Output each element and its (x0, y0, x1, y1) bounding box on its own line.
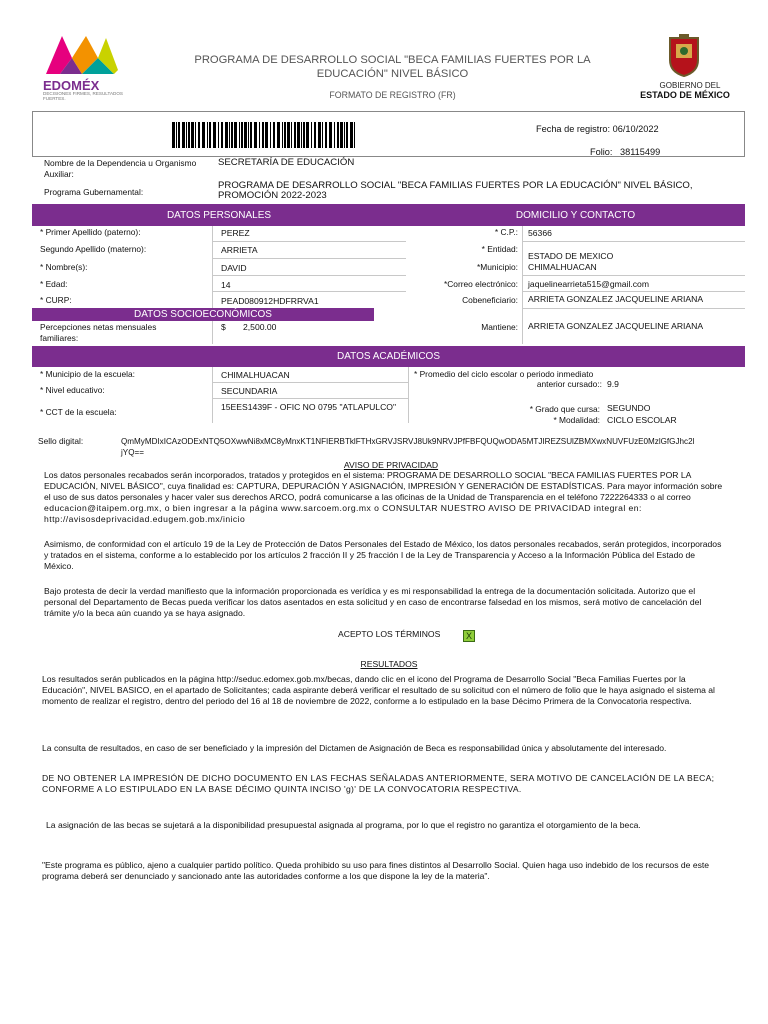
barcode-bar (306, 122, 309, 148)
barcode-bar (291, 122, 292, 148)
barcode-bar (287, 122, 290, 148)
divider (522, 308, 745, 309)
resultados-paragraph-5 (42, 860, 742, 882)
barcode-bar (322, 122, 323, 148)
barcode-bar (202, 122, 205, 148)
correo-label: *Correo electrónico: (443, 279, 518, 289)
barcode-bar (311, 122, 312, 148)
page-title: PROGRAMA DE DESARROLLO SOCIAL "BECA FAMILIAS FUERTES POR LA EDUCACIÓN" NIVEL BÁSICO (194, 54, 591, 80)
percepciones-currency: $ (221, 322, 226, 332)
nombre-label: * Nombre(s): (40, 262, 88, 272)
aviso-p1-line: educacion@itaipem.org.mx, o bien ingresar a la página www.sarcoem.org.mx o CONSULTAR NUESTRO AVISO DE PRIVACIDAD integral en: (44, 503, 642, 513)
aviso-p2-line: Asimismo, de conformidad con el artículo 19 de la Ley de Protección de Datos Personales del Estado de México, los datos personales recabados, serán protegidos, incorporados (44, 539, 722, 549)
divider (212, 367, 213, 423)
divider (212, 382, 408, 383)
aviso-p1-line: EDUCACIÓN, NIVEL BÁSICO", cuya finalidad es: CAPTURA, DEPURACIÓN Y ASIGNACIÓN, IMPRESIÓN Y GENERACIÓN DE ESTADÍSTICAS. Para mayor información sobre (44, 481, 723, 491)
barcode-bar (282, 122, 283, 148)
divider (212, 291, 406, 292)
page-subtitle: FORMATO DE REGISTRO (FR) (329, 90, 456, 100)
aviso-p3-line: personal del Departamento de Becas pueda verificar los datos asentados en esta solicitud y en caso de encontrarse falsedad en los mismos, será motivo de cancelación del (44, 597, 702, 607)
acepto-terminos-label: ACEPTO LOS TÉRMINOS (338, 629, 441, 639)
entidad-value: ESTADO DE MEXICO (528, 251, 614, 261)
coat-of-arms-icon (664, 34, 704, 78)
aviso-paragraph-3 (44, 586, 744, 619)
cp-label: * C.P.: (494, 227, 518, 237)
barcode-bar (259, 122, 260, 148)
municipio-label: *Municipio: (477, 262, 518, 272)
fecha-registro-label: Fecha de registro: (536, 124, 611, 134)
divider (408, 367, 409, 423)
gobierno-logo (630, 34, 740, 106)
divider (212, 226, 213, 310)
barcode-bar (334, 122, 335, 148)
barcode-bar (254, 122, 257, 148)
fecha-registro (536, 124, 659, 134)
barcode-bar (229, 122, 230, 148)
mantiene-label: Mantiene: (481, 322, 518, 332)
barcode-bar (318, 122, 321, 148)
aviso-p2-line: México. (44, 561, 74, 571)
municipio-value: CHIMALHUACAN (528, 262, 597, 272)
section-domicilio-contacto: DOMICILIO Y CONTACTO (406, 204, 745, 226)
barcode-bar (354, 122, 355, 148)
barcode-bar (346, 122, 348, 148)
barcode-bar (250, 122, 252, 148)
resultados-p5-line: programa deberá ser denunciado y sancionado ante las autoridades conforme a los que dispone la ley de la materia". (42, 871, 490, 881)
divider (212, 241, 406, 242)
apellido-materno-value: ARRIETA (221, 245, 258, 255)
resultados-p1-line: Los resultados serán publicados en la página http://seduc.edomex.gob.mx/becas, dando clic en el icono del Programa de Desarrollo Social "Beca Familias Fuertes por la (42, 674, 686, 684)
barcode-bar (350, 122, 353, 148)
section-datos-academicos: DATOS ACADÉMICOS (32, 346, 745, 367)
barcode-bar (172, 122, 175, 148)
promedio-label-2: anterior cursado:: (536, 379, 602, 389)
modalidad-value: CICLO ESCOLAR (607, 415, 677, 425)
percepciones-label: Percepciones netas mensuales familiares: (40, 322, 157, 343)
curp-label: * CURP: (40, 295, 72, 305)
barcode-bar (231, 122, 233, 148)
grado-label: * Grado que cursa: (529, 404, 600, 414)
barcode-bar (294, 122, 296, 148)
barcode-bar (340, 122, 343, 148)
barcode-bar (241, 122, 243, 148)
barcode-bar (218, 122, 219, 148)
programa-value: PROGRAMA DE DESARROLLO SOCIAL "BECA FAMILIAS FUERTES POR LA EDUCACIÓN" NIVEL BÁSICO, PROMOCIÓN 2022-2023 (218, 180, 693, 201)
resultados-paragraph-1 (42, 674, 742, 707)
apellido-paterno-label: * Primer Apellido (paterno): (40, 227, 141, 237)
promedio-value: 9.9 (607, 379, 619, 389)
divider (212, 321, 213, 344)
barcode-bar (277, 122, 280, 148)
curp-value: PEAD080912HDFRRVA1 (221, 296, 319, 306)
barcode (172, 122, 357, 148)
resultados-p1-line: Educación", NIVEL BASICO, en el apartado de Solicitantes; cada aspirante deberá verificar el resultado de su solicitud con el número de folio que le haya asignado el sistema al (42, 685, 715, 695)
dependencia-label: Nombre de la Dependencia u Organismo Auxiliar: (44, 158, 197, 179)
barcode-bar (265, 122, 268, 148)
barcode-bar (248, 122, 249, 148)
resultados-paragraph-3 (42, 773, 742, 795)
resultados-paragraph-2: La consulta de resultados, en caso de ser beneficiado y la impresión del Dictamen de Asignación de Beca es responsabilidad única y absolutamente del interesado. (42, 743, 667, 753)
edad-value: 14 (221, 280, 231, 290)
aviso-p3-line: trámite y/o la beca aún cuando ya se haya asignado. (44, 608, 246, 618)
sello-line-1: QmMyMDIxICAzODExNTQ5OXwwNi8xMC8yMnxKT1NFIERBTklFTHxGRVJSRVJ8Uk9NRVJPfFBFQUQwODA5MTJIREZSUlZBMXwxNUVFUzE0MzlGfGJhc2l (121, 437, 695, 446)
barcode-bar (273, 122, 275, 148)
resultados-paragraph-4: La asignación de las becas se sujetará a la disponibilidad presupuestal asignada al programa, por lo que el registro no garantiza el otorgamiento de la beca. (46, 820, 641, 830)
folio-value: 38115499 (620, 147, 661, 157)
cct-value: 15EES1439F - OFIC NO 0795 "ATLAPULCO" (221, 402, 397, 412)
edad-label: * Edad: (40, 279, 68, 289)
apellido-materno-label: Segundo Apellido (materno): (40, 244, 147, 254)
aviso-p1-line: http://avisosdeprivacidad.edugem.gob.mx/inicio (44, 514, 246, 524)
barcode-bar (337, 122, 339, 148)
barcode-bar (244, 122, 247, 148)
divider (212, 275, 406, 276)
folio (590, 147, 660, 157)
divider (212, 258, 406, 259)
modalidad-label: * Modalidad: (553, 415, 600, 425)
barcode-bar (221, 122, 223, 148)
barcode-bar (207, 122, 208, 148)
divider (522, 241, 745, 242)
aviso-p1-line: el uso de sus datos personales y hacer valer sus derechos ARCO, podrá comunicarse a las oficinas de la Unidad de Transparencia en el teléfono 7222264333 o al correo (44, 492, 691, 502)
cobeneficiario-label: Cobeneficiario: (462, 295, 518, 305)
barcode-bar (284, 122, 286, 148)
nivel-value: SECUNDARIA (221, 386, 278, 396)
barcode-bar (314, 122, 316, 148)
resultados-title: RESULTADOS (360, 659, 418, 669)
promedio-label-1: * Promedio del ciclo escolar o periodo inmediato (414, 369, 594, 379)
divider (522, 275, 745, 276)
barcode-bar (301, 122, 302, 148)
resultados-p3-line: CONFORME A LO ESTIPULADO EN LA BASE DÉCIMO QUINTA INCISO 'g)' DE LA CONVOCATORIA RESPECTIVA. (42, 784, 522, 794)
barcode-bar (186, 122, 187, 148)
acepto-terminos-checkbox[interactable]: X (463, 630, 475, 642)
barcode-bar (191, 122, 194, 148)
edomex-tagline: DECISIONES FIRMES, RESULTADOS FUERTES. (43, 91, 123, 101)
mantiene-value: ARRIETA GONZALEZ JACQUELINE ARIANA (528, 321, 704, 331)
barcode-bar (176, 122, 177, 148)
aviso-p2-line: y tratados en el sistema, conforme a lo establecido por los artículos 2 fracción II y 25 fracción I de la Ley de Transparencia y Acceso a la Información Pública del Estado de (44, 550, 696, 560)
sello-line-2: jYQ== (121, 448, 144, 457)
resultados-p3-line: DE NO OBTENER LA IMPRESIÓN DE DICHO DOCUMENTO EN LAS FECHAS SEÑALADAS ANTERIORMENTE, SERA MOTIVO DE CANCELACIÓN DE LA BECA; (42, 773, 715, 783)
aviso-p1-line: Los datos personales recabados serán incorporados, tratados y protegidos en el sistema: PROGRAMA DE DESARROLLO SOCIAL "BECA FAMILIAS FUERTES POR LA (44, 470, 692, 480)
barcode-bar (344, 122, 345, 148)
barcode-bar (234, 122, 237, 148)
aviso-title: AVISO DE PRIVACIDAD (343, 460, 439, 470)
gobierno-line1: GOBIERNO DEL (659, 81, 721, 90)
aviso-paragraph-1 (44, 470, 744, 525)
edomex-logo (40, 32, 125, 104)
barcode-bar (188, 122, 190, 148)
gobierno-line2: ESTADO DE MÉXICO (640, 90, 730, 100)
nivel-label: * Nivel educativo: (40, 385, 105, 395)
barcode-bar (209, 122, 211, 148)
entidad-label: * Entidad: (481, 244, 518, 254)
grado-value: SEGUNDO (607, 403, 651, 413)
barcode-bar (297, 122, 300, 148)
barcode-bar (182, 122, 185, 148)
aviso-paragraph-2 (44, 539, 744, 572)
cct-label: * CCT de la escuela: (40, 407, 117, 417)
cobeneficiario-value: ARRIETA GONZALEZ JACQUELINE ARIANA (528, 294, 704, 304)
programa-label: Programa Gubernamental: (44, 187, 144, 197)
nombre-value: DAVID (221, 263, 247, 273)
barcode-bar (195, 122, 196, 148)
barcode-bar (213, 122, 216, 148)
divider (212, 398, 408, 399)
barcode-bar (325, 122, 327, 148)
barcode-bar (303, 122, 305, 148)
municipio-escuela-label: * Municipio de la escuela: (40, 369, 135, 379)
section-datos-personales: DATOS PERSONALES (32, 204, 406, 226)
barcode-bar (329, 122, 332, 148)
section-datos-socioeconomicos: DATOS SOCIOECONÓMICOS (32, 308, 374, 321)
cp-value: 56366 (528, 228, 552, 238)
resultados-p1-line: momento de realizar el registro, dentro del periodo del 16 al 18 de noviembre de 2022, conforme a lo estipulado en la base Décimo Primera de la Convocatoria respectiva. (42, 696, 692, 706)
divider (522, 291, 745, 292)
aviso-p3-line: Bajo protesta de decir la verdad manifiesto que la información proporcionada es verídica y es mi responsabilidad la entrega de la documentación solicitada. Autorizo que el (44, 586, 696, 596)
folio-label: Folio: (590, 147, 613, 157)
municipio-escuela-value: CHIMALHUACAN (221, 370, 290, 380)
barcode-bar (198, 122, 200, 148)
divider (522, 226, 523, 344)
barcode-bar (239, 122, 240, 148)
barcode-bar (178, 122, 180, 148)
percepciones-value: 2,500.00 (243, 322, 277, 332)
barcode-bar (262, 122, 264, 148)
fecha-registro-value: 06/10/2022 (612, 124, 659, 134)
edomex-logo-name: EDOMÉX (43, 78, 100, 93)
dependencia-value: SECRETARÍA DE EDUCACIÓN (218, 157, 355, 168)
barcode-bar (225, 122, 228, 148)
resultados-p5-line: "Este programa es público, ajeno a cualquier partido político. Queda prohibido su uso para fines distintos al Desarrollo Social. Quien haga uso indebido de los recursos de este (42, 860, 710, 870)
sello-label: Sello digital: (38, 436, 84, 446)
apellido-paterno-value: PEREZ (221, 228, 250, 238)
correo-value: jaquelinearrieta515@gmail.com (528, 279, 649, 289)
barcode-bar (270, 122, 271, 148)
